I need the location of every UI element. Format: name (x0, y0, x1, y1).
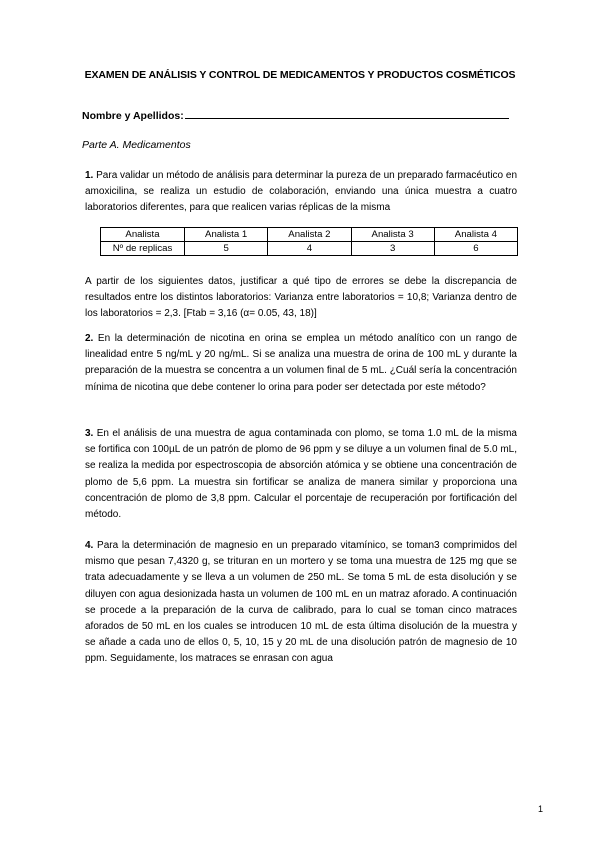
name-field-line (82, 107, 509, 122)
part-a-heading: Parte A. Medicamentos (82, 139, 191, 151)
question-1 (85, 168, 517, 217)
exam-title: EXAMEN DE ANÁLISIS Y CONTROL DE MEDICAMENTOS Y PRODUCTOS COSMÉTICOS (84, 69, 516, 81)
table-cell: 4 (268, 242, 351, 256)
page-number: 1 (538, 804, 544, 814)
question-3-text: En el análisis de una muestra de agua contaminada con plomo, se toma 1.0 mL de la misma se fortifica con 100µL de un patrón de plomo de 96 ppm y se diluye a un volumen final de 5.0 mL, se realiza la medida por espectroscopia de absorción atómica y se obtiene una concentración de plomo de 5,6 ppm. La muestra sin fortificar se analiza de manera similar y proporciona una concentración de plomo de 3,8 ppm. Calcular el porcentaje de recuperación por fortificación del método. (85, 428, 517, 521)
question-4 (85, 538, 517, 668)
table-header-cell: Analista 4 (434, 228, 517, 242)
replicas-table (100, 227, 518, 256)
table-header-cell: Analista 2 (268, 228, 351, 242)
table-cell: 5 (185, 242, 268, 256)
question-3 (85, 426, 517, 523)
table-header-cell: Analista (101, 228, 185, 242)
question-4-text: Para la determinación de magnesio en un preparado vitamínico, se toman3 comprimidos del mismo que pesan 7,4320 g, se trituran en un mortero y se toma una muestra de 125 mg que se trata adecuadamente y se lleva a un volumen de 250 mL. Se toma 5 mL de esta disolución y se diluyen con agua desionizada hasta un volumen de 100 mL en un matraz aforado. A continuación se procede a la preparación de la curva de calibrado, para lo cual se toman cinco matraces aforados de 50 mL en los cuales se introducen 10 mL de esta última disolución de la muestra y se añade a cada uno de ellos 0, 5, 10, 15 y 20 mL de una disolución patrón de magnesio de 10 ppm. Seguidamente, los matraces se enrasan con agua (85, 540, 517, 665)
table-header-cell: Analista 3 (351, 228, 434, 242)
name-underline[interactable] (185, 107, 509, 119)
question-2 (85, 331, 517, 396)
table-cell: 6 (434, 242, 517, 256)
table-row (101, 242, 518, 256)
question-3-number: 3. (85, 428, 94, 439)
table-header-cell: Analista 1 (185, 228, 268, 242)
question-2-text: En la determinación de nicotina en orina se emplea un método analítico con un rango de linealidad entre 5 ng/mL y 20 ng/mL. Si se analiza una muestra de orina de 100 mL y durante la preparación de la muestra se concentra a un volumen final de 5 mL. ¿Cuál sería la concentración mínima de nicotina que debe contener lo orina para poder ser detectada por este método? (85, 333, 518, 393)
table-cell: Nº de replicas (101, 242, 185, 256)
question-1-number: 1. (85, 170, 94, 181)
name-label: Nombre y Apellidos: (82, 110, 184, 122)
question-4-number: 4. (85, 540, 94, 551)
table-header-row (101, 228, 518, 242)
question-2-number: 2. (85, 333, 94, 344)
question-1-instructions: A partir de los siguientes datos, justificar a qué tipo de errores se debe la discrepancia de resultados entre los distintos laboratorios: Varianza entre laboratorios = 10,8; Varianza dentro de los laboratorios = 2,3. [Ftab = 3,16 (α= 0.05, 43, 18)] (85, 276, 517, 320)
question-1-text: Para validar un método de análisis para determinar la pureza de un preparado farmacéutico en amoxicilina, se realiza un estudio de colaboración, enviando una única muestra a cuatro laboratorios diferentes, para que realicen varias réplicas de la misma (85, 170, 518, 214)
table-cell: 3 (351, 242, 434, 256)
